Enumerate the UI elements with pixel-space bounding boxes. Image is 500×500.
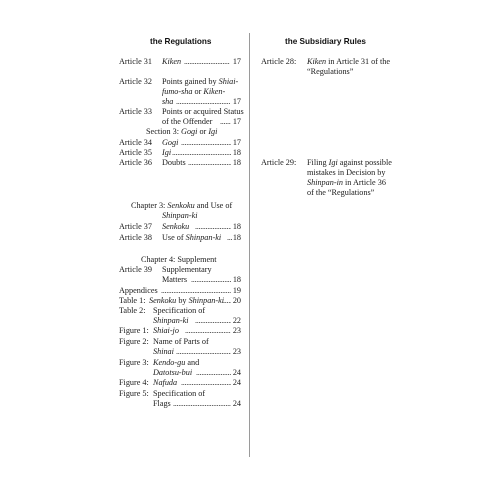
entry-title-term: Kendo-gu xyxy=(153,358,186,367)
entry-page: 17 xyxy=(232,138,241,147)
chapter-term: Shinpan-ki xyxy=(162,211,198,220)
entry-page: 24 xyxy=(232,378,241,387)
entry-title: by xyxy=(176,296,189,305)
entry-label: Article 38 xyxy=(119,233,152,242)
column-divider xyxy=(249,33,250,457)
leader-dots xyxy=(185,326,231,336)
leader-dots xyxy=(176,97,230,107)
entry-title-term: Kiken- xyxy=(203,87,226,96)
rule-term: Kiken xyxy=(307,57,327,66)
rule-label: Article 29: xyxy=(261,158,297,167)
leader-dots xyxy=(181,138,231,148)
entry-title: Points or acquired Status xyxy=(162,107,244,116)
left-column xyxy=(119,0,244,500)
leader-dots xyxy=(195,222,231,232)
entry-title: and xyxy=(185,358,200,367)
entry-title: Senkoku xyxy=(162,222,190,231)
leader-dots xyxy=(223,296,231,306)
entry-label: Figure 1: xyxy=(119,326,149,335)
entry-page: 17 xyxy=(232,97,241,106)
section-conj: or xyxy=(197,127,209,136)
entry-label: Figure 5: xyxy=(119,389,149,398)
leader-dots xyxy=(161,286,231,296)
entry-title: Kiken xyxy=(162,57,182,66)
leader-dots xyxy=(220,117,231,127)
entry-label: Article 37 xyxy=(119,222,152,231)
entry-page: 17 xyxy=(232,117,241,126)
rule-label: Article 28: xyxy=(261,57,297,66)
entry-label: Article 36 xyxy=(119,158,152,167)
leader-dots xyxy=(184,57,230,67)
entry-page: 19 xyxy=(232,286,241,295)
entry-page: 24 xyxy=(232,368,241,377)
entry-title-term: Shiai-jo xyxy=(153,326,179,335)
entry-title-term: Senkoku xyxy=(149,296,177,305)
rule-term: Igi xyxy=(328,158,338,167)
leader-dots xyxy=(188,158,231,168)
entry-page: 23 xyxy=(232,347,241,356)
rule-text: in Article 31 of the xyxy=(326,57,391,66)
entry-page: 18 xyxy=(232,148,241,157)
entry-page: 18 xyxy=(232,233,241,242)
rule-text: in Article 36 xyxy=(342,178,386,187)
entry-title-term: Shinpan-ki xyxy=(188,296,225,305)
entry-title: Name of Parts of xyxy=(153,337,209,346)
leader-dots xyxy=(181,378,231,388)
rule-text: “Regulations” xyxy=(307,67,354,76)
entry-label: Appendices xyxy=(119,286,158,295)
entry-label: Figure 4: xyxy=(119,378,149,387)
entry-label: Article 34 xyxy=(119,138,152,147)
entry-title-term: Shinai xyxy=(153,347,174,356)
entry-label: Table 1: xyxy=(119,296,146,305)
leader-dots xyxy=(176,347,231,357)
entry-title-term: Shiai- xyxy=(218,77,239,86)
leader-dots xyxy=(172,148,231,158)
entry-title: Points gained by xyxy=(162,77,219,86)
entry-label: Article 39 xyxy=(119,265,152,274)
entry-title: Supplementary xyxy=(162,265,212,274)
entry-title: of the Offender xyxy=(162,117,213,126)
section-term: Igi xyxy=(208,127,218,136)
entry-page: 17 xyxy=(232,57,241,66)
rule-text: mistakes in Decision by xyxy=(307,168,386,177)
entry-title-term: Shinpan-ki xyxy=(153,316,189,325)
entry-title: Specification of xyxy=(153,389,206,398)
entry-page: 18 xyxy=(232,275,241,284)
entry-title: Flags xyxy=(153,399,171,408)
leader-dots xyxy=(191,275,231,285)
chapter-label: Chapter 3: xyxy=(131,201,168,210)
entry-label: Article 35 xyxy=(119,148,152,157)
leader-dots xyxy=(196,368,231,378)
section-term: Gogi xyxy=(181,127,198,136)
entry-title-term: Datotsu-bui xyxy=(153,368,193,377)
left-column-heading: the Regulations xyxy=(150,37,212,46)
entry-page: 18 xyxy=(232,158,241,167)
entry-page: 23 xyxy=(232,326,241,335)
leader-dots xyxy=(227,233,232,243)
chapter-term: Senkoku xyxy=(167,201,195,210)
chapter-label: Chapter 4: Supplement xyxy=(141,255,217,264)
entry-title-term: fumo-sha xyxy=(162,87,193,96)
entry-label: Article 31 xyxy=(119,57,152,66)
entry-label: Figure 3: xyxy=(119,358,149,367)
rule-term: Shinpan-in xyxy=(307,178,343,187)
entry-title: Matters xyxy=(162,275,188,284)
entry-title: Doubts xyxy=(162,158,186,167)
entry-label: Figure 2: xyxy=(119,337,149,346)
entry-label: Table 2: xyxy=(119,306,146,315)
entry-title: Use of xyxy=(162,233,186,242)
section-label: Section 3: xyxy=(146,127,182,136)
entry-title-term: Shinpan-ki xyxy=(185,233,222,242)
rule-text: against possible xyxy=(337,158,392,167)
right-column xyxy=(261,0,391,500)
chapter-title: and Use of xyxy=(194,201,233,210)
entry-title: Specification of xyxy=(153,306,206,315)
rule-text: Filing xyxy=(307,158,329,167)
right-column-heading: the Subsidiary Rules xyxy=(285,37,366,46)
entry-label: Article 32 xyxy=(119,77,152,86)
leader-dots xyxy=(195,316,231,326)
entry-title: Gogi xyxy=(162,138,179,147)
entry-title-term: sha xyxy=(162,97,174,106)
leader-dots xyxy=(173,399,231,409)
entry-page: 24 xyxy=(232,399,241,408)
entry-title-term: Nafuda xyxy=(153,378,178,387)
entry-page: 20 xyxy=(232,296,241,305)
entry-label: Article 33 xyxy=(119,107,152,116)
entry-page: 22 xyxy=(232,316,241,325)
entry-page: 18 xyxy=(232,222,241,231)
rule-text: of the “Regulations” xyxy=(307,188,375,197)
entry-title: Igi xyxy=(162,148,172,157)
entry-title: or xyxy=(192,87,204,96)
